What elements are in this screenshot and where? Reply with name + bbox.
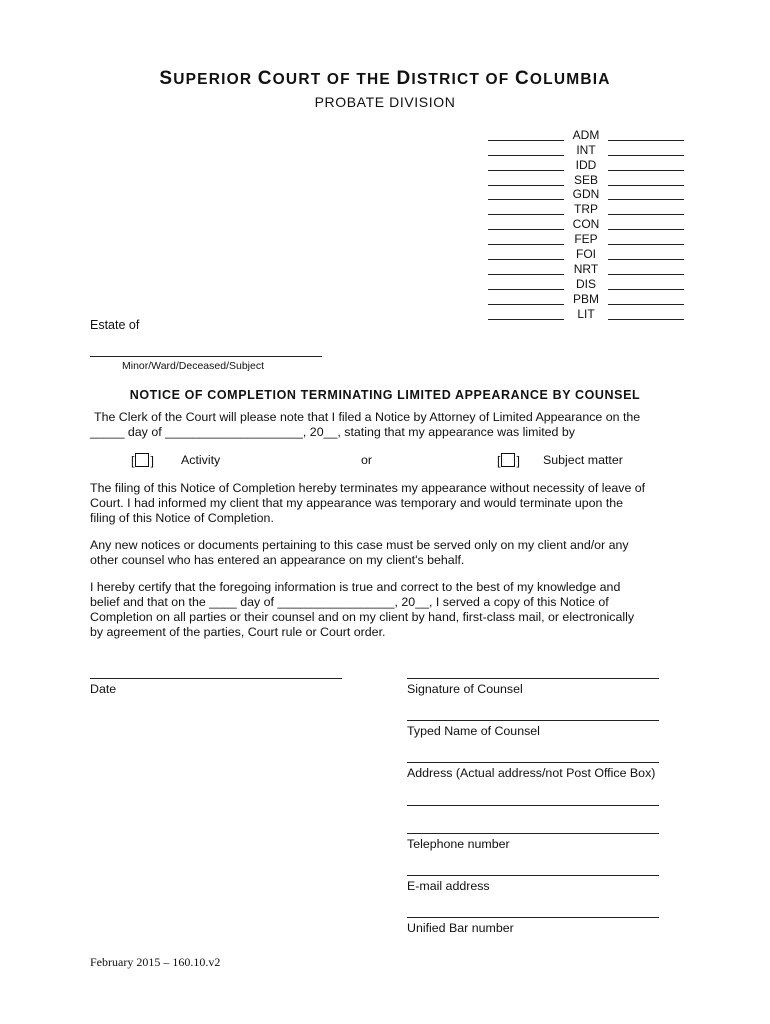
form-version-footer: February 2015 – 160.10.v2 xyxy=(90,955,221,969)
case-code-blank-right[interactable] xyxy=(608,131,684,141)
case-code-label: NRT xyxy=(573,261,599,276)
subject-matter-option[interactable]: [ ] xyxy=(497,454,520,468)
paragraph-line: Any new notices or documents pertaining to this case must be served only on my client and/or any xyxy=(90,538,629,552)
case-code-label: IDD xyxy=(575,157,597,172)
case-code-row xyxy=(488,141,684,156)
case-code-row xyxy=(488,186,684,201)
paragraph-line: other counsel who has entered an appearance on my client's behalf. xyxy=(90,553,465,567)
activity-checkbox[interactable] xyxy=(135,453,149,467)
title-word-1: SUPERIOR xyxy=(159,68,258,89)
case-code-blank-right[interactable] xyxy=(608,205,684,215)
title-word-2: COURT OF THE xyxy=(257,68,397,89)
case-code-blank-left[interactable] xyxy=(488,146,564,156)
case-code-blank-left[interactable] xyxy=(488,280,564,290)
case-code-blank-left[interactable] xyxy=(488,265,564,275)
case-code-row xyxy=(488,215,684,230)
case-code-blank-left[interactable] xyxy=(488,131,564,141)
certification-paragraph xyxy=(90,580,690,640)
address-field-line-2[interactable] xyxy=(407,805,659,806)
division-subtitle: PROBATE DIVISION xyxy=(314,94,456,110)
case-code-blank-left[interactable] xyxy=(488,250,564,260)
paragraph-line: by agreement of the parties, Court rule or Court order. xyxy=(90,625,386,639)
case-code-blank-left[interactable] xyxy=(488,176,564,186)
typed-name-field[interactable] xyxy=(407,720,659,721)
service-paragraph xyxy=(90,538,690,568)
case-code-blank-right[interactable] xyxy=(608,235,684,245)
case-code-blank-right[interactable] xyxy=(608,250,684,260)
case-code-row xyxy=(488,260,684,275)
address-field[interactable] xyxy=(407,762,659,763)
case-code-label: TRP xyxy=(574,202,598,217)
typed-name-label: Typed Name of Counsel xyxy=(407,724,540,738)
termination-paragraph xyxy=(90,481,690,526)
clerk-paragraph-line[interactable]: _____ day of ____________________, 20__, stating that my appearance was limited by xyxy=(90,425,575,439)
paragraph-line: filing of this Notice of Completion. xyxy=(90,511,274,525)
estate-name-field[interactable] xyxy=(90,356,322,357)
case-code-blank-right[interactable] xyxy=(608,176,684,186)
case-code-blank-left[interactable] xyxy=(488,190,564,200)
case-code-label: ADM xyxy=(572,127,600,142)
or-label: or xyxy=(361,453,373,467)
case-code-blank-left[interactable] xyxy=(488,295,564,305)
paragraph-line[interactable]: belief and that on the ____ day of _________________, 20__, I served a copy of this Notice of xyxy=(90,595,609,609)
case-code-label: LIT xyxy=(577,306,595,321)
estate-caption: Minor/Ward/Deceased/Subject xyxy=(122,360,265,372)
case-code-label: FEP xyxy=(574,232,598,247)
signature-label: Signature of Counsel xyxy=(407,682,523,696)
case-code-row xyxy=(488,156,684,171)
paragraph-line: I hereby certify that the foregoing information is true and correct to the best of my knowledge and xyxy=(90,580,621,594)
case-code-blank-left[interactable] xyxy=(488,235,564,245)
telephone-label: Telephone number xyxy=(407,837,510,851)
paragraph-line: The filing of this Notice of Completion hereby terminates my appearance without necessity of leave of xyxy=(90,481,646,495)
case-code-row xyxy=(488,126,684,141)
notice-title: NOTICE OF COMPLETION TERMINATING LIMITED APPEARANCE BY COUNSEL xyxy=(129,388,641,402)
case-code-row xyxy=(488,171,684,186)
case-code-blank-right[interactable] xyxy=(608,265,684,275)
title-word-3: DISTRICT OF xyxy=(396,68,515,89)
paragraph-line: Completion on all parties or their counsel and on my client by hand, first-class mail, or electronically xyxy=(90,610,635,624)
case-code-row xyxy=(488,305,684,320)
clerk-paragraph-line: The Clerk of the Court will please note that I filed a Notice by Attorney of Limited Appearance on the xyxy=(94,410,641,424)
court-title xyxy=(0,68,770,90)
case-code-row xyxy=(488,230,684,245)
case-code-row xyxy=(488,290,684,305)
case-code-blank-right[interactable] xyxy=(608,190,684,200)
subject-matter-label: Subject matter xyxy=(543,453,623,467)
case-code-label: FOI xyxy=(576,247,596,262)
clerk-paragraph xyxy=(90,410,690,440)
case-code-label: PBM xyxy=(572,291,599,306)
case-code-label: SEB xyxy=(573,172,598,187)
telephone-field[interactable] xyxy=(407,833,659,834)
date-field[interactable] xyxy=(90,678,342,679)
email-label: E-mail address xyxy=(407,879,490,893)
case-code-row xyxy=(488,275,684,290)
address-label: Address (Actual address/not Post Office Box) xyxy=(407,766,656,780)
bar-number-field[interactable] xyxy=(407,917,659,918)
date-label: Date xyxy=(90,682,117,696)
paragraph-line: Court. I had informed my client that my appearance was temporary and would terminate upon the xyxy=(90,496,624,510)
case-code-blank-left[interactable] xyxy=(488,161,564,171)
activity-option[interactable]: [ ] xyxy=(131,454,154,468)
case-code-blank-right[interactable] xyxy=(608,161,684,171)
case-code-blank-left[interactable] xyxy=(488,205,564,215)
case-code-label: GDN xyxy=(572,187,600,202)
case-code-list xyxy=(488,126,684,320)
case-code-label: INT xyxy=(576,142,596,157)
subject-matter-checkbox[interactable] xyxy=(501,453,515,467)
case-code-blank-right[interactable] xyxy=(608,220,684,230)
estate-label: Estate of xyxy=(90,318,140,332)
case-code-blank-right[interactable] xyxy=(608,295,684,305)
title-word-4: COLUMBIA xyxy=(514,68,611,89)
case-code-blank-left[interactable] xyxy=(488,220,564,230)
case-code-label: DIS xyxy=(575,276,596,291)
case-code-blank-right[interactable] xyxy=(608,310,684,320)
activity-label: Activity xyxy=(181,453,221,467)
case-code-blank-left[interactable] xyxy=(488,310,564,320)
case-code-blank-right[interactable] xyxy=(608,280,684,290)
case-code-row xyxy=(488,200,684,215)
case-code-blank-right[interactable] xyxy=(608,146,684,156)
case-code-label: CON xyxy=(572,217,600,232)
case-code-row xyxy=(488,245,684,260)
bar-number-label: Unified Bar number xyxy=(407,921,514,935)
signature-field[interactable] xyxy=(407,678,659,679)
email-field[interactable] xyxy=(407,875,659,876)
